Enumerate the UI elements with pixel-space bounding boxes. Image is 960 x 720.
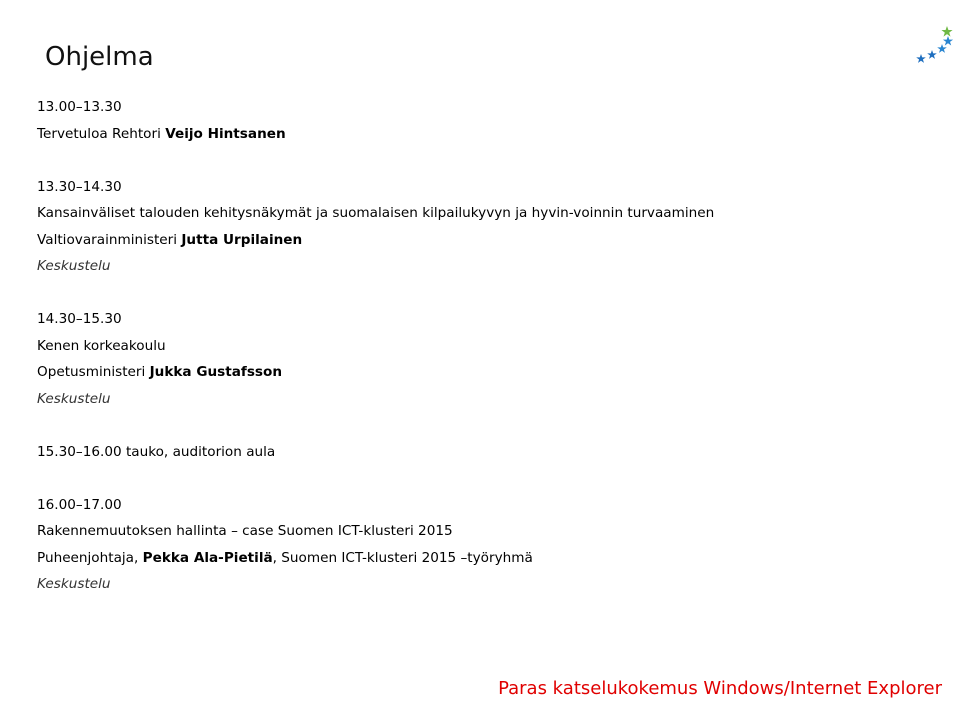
program-discussion: Keskustelu [37, 576, 111, 592]
program-time: 13.00–13.30 [37, 99, 122, 115]
star-icon [937, 44, 947, 53]
speaker-name: Jutta Urpilainen [181, 231, 303, 248]
program-list [37, 94, 937, 624]
program-time: 13.30–14.30 [37, 178, 122, 195]
program-block [37, 174, 937, 280]
program-time: 15.30–16.00 tauko, auditorion aula [37, 443, 276, 460]
program-block [37, 306, 937, 412]
speaker-name: Jukka Gustafsson [149, 364, 283, 380]
program-topic: Rakennemuutoksen hallinta – case Suomen ICT-klusteri 2015 [37, 523, 453, 539]
speaker-name: Pekka Ala-Pietilä [142, 549, 273, 566]
program-topic: Tervetuloa Rehtori Veijo Hintsanen [37, 125, 286, 142]
program-time: 14.30–15.30 [37, 311, 122, 327]
star-icon [941, 26, 952, 37]
program-block [37, 492, 937, 598]
browser-recommendation-note: Paras katselukokemus Windows/Internet Explorer [498, 678, 942, 699]
program-speaker: Opetusministeri Jukka Gustafsson [37, 364, 283, 380]
program-time: 16.00–17.00 [37, 496, 122, 513]
program-topic: Kansainväliset talouden kehitysnäkymät ja suomalaisen kilpailukyvyn ja hyvin-voinnin turvaaminen [37, 205, 715, 221]
program-block [37, 94, 937, 147]
program-speaker: Valtiovarainministeri Jutta Urpilainen [37, 231, 303, 248]
program-topic: Kenen korkeakoulu [37, 337, 166, 354]
program-speaker: Puheenjohtaja, Pekka Ala-Pietilä, Suomen ICT-klusteri 2015 –työryhmä [37, 549, 533, 566]
stars-logo-icon [910, 22, 956, 68]
star-icon [927, 50, 937, 59]
speaker-name: Veijo Hintsanen [165, 125, 286, 142]
program-discussion: Keskustelu [37, 258, 111, 274]
page-title: Ohjelma [45, 42, 154, 72]
star-icon [916, 54, 926, 63]
program-block [37, 439, 937, 466]
star-icon [943, 36, 953, 46]
program-discussion: Keskustelu [37, 390, 111, 407]
